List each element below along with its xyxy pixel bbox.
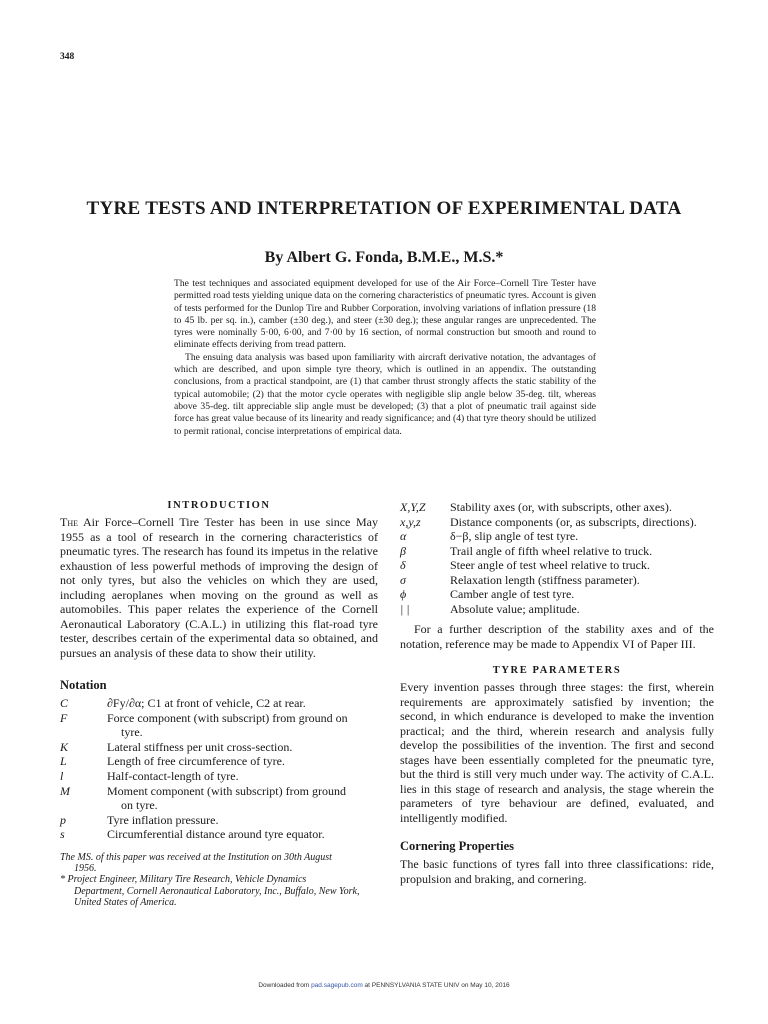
download-prefix: Downloaded from xyxy=(258,982,312,989)
notation-desc: Half-contact-length of tyre. xyxy=(107,768,239,783)
notation-item xyxy=(60,769,378,784)
introduction-text xyxy=(60,515,378,660)
notation-symbol: M xyxy=(60,783,70,798)
notation-symbol: K xyxy=(60,739,69,754)
notation-desc: Absolute value; amplitude. xyxy=(450,601,580,616)
notation-desc xyxy=(107,711,378,740)
notation-desc-cont: on tyre. xyxy=(121,798,158,813)
notation-item xyxy=(60,754,378,769)
notation-item xyxy=(60,696,378,711)
notation-desc xyxy=(107,784,378,813)
notation-symbol: ϕ xyxy=(400,587,407,601)
download-notice xyxy=(0,982,768,989)
tyre-parameters-heading: TYRE PARAMETERS xyxy=(492,665,622,676)
notation-symbol: β xyxy=(400,543,406,558)
notation-item xyxy=(60,813,378,828)
notation-symbol: l xyxy=(60,768,64,783)
notation-list xyxy=(60,696,378,842)
notation-item xyxy=(60,827,378,842)
right-column xyxy=(400,500,714,886)
notation-item xyxy=(60,740,378,755)
notation-item xyxy=(400,602,714,617)
notation-symbol: α xyxy=(400,529,407,543)
footnote-received-year: 1956. xyxy=(74,863,97,875)
notation-desc-main: Force component (with subscript) from ground on xyxy=(107,710,348,725)
notation-item xyxy=(400,544,714,559)
paper-title: TYRE TESTS AND INTERPRETATION OF EXPERIMENTAL DATA xyxy=(86,198,682,219)
notation-further-text: For a further description of the stability axes and of the notation, reference may be made to Appendix VI of Paper III. xyxy=(400,622,714,651)
notation-item xyxy=(400,587,714,602)
notation-symbol: L xyxy=(60,754,67,769)
notation-symbol: δ xyxy=(400,558,406,572)
notation-symbol: p xyxy=(60,812,66,827)
notation-desc: Relaxation length (stiffness parameter). xyxy=(450,572,640,587)
notation-desc: Trail angle of fifth wheel relative to truck. xyxy=(450,543,653,558)
notation-symbol: X,Y,Z xyxy=(400,500,426,514)
footnote xyxy=(60,852,378,908)
page-number: 348 xyxy=(60,52,75,62)
tyre-parameters-text: Every invention passes through three stages: the first, wherein requirements are approximately satisfied by invention; the second, in which endurance is developed to make the invention practical; and the third, wherein research and analysis fully develop the possibilities of the invention. The first and second stages have been essentially completed for the pneumatic tyre, but the third is still very much under way. The activity of C.A.L. lies in this stage of research and analysis, the stage wherein the parameters of tyre behaviour are defined, evaluated, and intelligently modified. xyxy=(400,680,714,825)
footnote-author-cont: Department, Cornell Aeronautical Laboratory, Inc., Buffalo, New York, United States of America. xyxy=(74,885,360,908)
notation-list-continued xyxy=(400,500,714,616)
notation-desc: δ−β, slip angle of test tyre. xyxy=(450,529,579,543)
abstract-paragraph-1: The test techniques and associated equipment developed for use of the Air Force–Cornell Tire Tester have permitted road tests yielding unique data on the cornering characteristics of pneumatic tyres. Account is given of tests performed for the Dunlop Tire and Rubber Corporation, involving variations of inflation pressure (18 to 45 lb. per sq. in.), camber (±30 deg.), and steer (±30 deg.); these angular ranges are unprecedented. The tyres were nominally 5·00, 6·00, and 7·00 by 16 section, of normal construction but smooth and round to eliminate effects deriving from tread pattern. xyxy=(174,278,596,351)
notation-desc: Camber angle of test tyre. xyxy=(450,587,575,601)
notation-desc: ∂Fy/∂α; C1 at front of vehicle, C2 at rear. xyxy=(107,696,306,710)
notation-desc: Length of free circumference of tyre. xyxy=(107,754,285,769)
introduction-body: Air Force–Cornell Tire Tester has been in use since May 1955 as a tool of research in the cornering characteristics of pneumatic tyres. The research has found its impetus in the relative exhaustion of less powerful methods of improving the design of not only tyres, but also the vehicles on which they are used, including aeroplanes when moving on the ground as well as automobiles. This paper relates the experience of the Cornell Aeronautical Laboratory (C.A.L.) in utilizing this flat-road tyre tester, describes certain of the experimental data so obtained, and pursues an analysis of these data to show their utility. xyxy=(60,515,379,660)
notation-desc: Stability axes (or, with subscripts, other axes). xyxy=(450,500,672,514)
notation-item xyxy=(60,784,378,813)
notation-item xyxy=(400,529,714,544)
notation-desc: Distance components (or, as subscripts, directions). xyxy=(450,514,697,529)
notation-heading: Notation xyxy=(60,678,107,692)
notation-desc-main: Moment component (with subscript) from ground xyxy=(107,783,346,798)
notation-desc-cont: tyre. xyxy=(121,725,143,740)
notation-symbol: x,y,z xyxy=(400,514,421,529)
notation-desc: Tyre inflation pressure. xyxy=(107,812,219,827)
author-byline: By Albert G. Fonda, B.M.E., M.S.* xyxy=(264,249,504,266)
abstract-paragraph-2: The ensuing data analysis was based upon familiarity with aircraft derivative notation, the advantages of which are described, and upon simple tyre theory, which is outlined in an appendix. The outstanding conclusions, from a practical standpoint, are (1) that camber thrust strongly affects the static stability of the typical automobile; (2) that the motor cycle operates with negligible slip angle below 35-deg. tilt, whereas above 35-deg. tilt appreciable slip angle must be developed; (3) that a plot of pneumatic trail against side force has great value because of its linearity and ready significance; and (4) that tyre theory should be utilized to permit rational, concise interpretations of empirical data. xyxy=(174,351,596,437)
notation-symbol: | | xyxy=(400,601,410,616)
notation-item xyxy=(400,500,714,515)
notation-symbol: F xyxy=(60,710,68,725)
cornering-properties-text: The basic functions of tyres fall into three classifications: ride, propulsion and braking, and cornering. xyxy=(400,857,714,886)
notation-item xyxy=(400,573,714,588)
left-column xyxy=(60,500,378,908)
abstract xyxy=(174,278,596,438)
download-link[interactable]: pad.sagepub.com xyxy=(311,982,363,989)
notation-desc: Lateral stiffness per unit cross-section. xyxy=(107,739,293,754)
introduction-heading: INTRODUCTION xyxy=(167,500,271,511)
notation-symbol: s xyxy=(60,827,65,842)
notation-symbol: C xyxy=(60,696,69,710)
introduction-lead: The xyxy=(60,515,78,529)
footnote-author: * Project Engineer, Military Tire Research, Vehicle Dynamics xyxy=(60,874,307,886)
notation-item xyxy=(400,558,714,573)
footnote-received: The MS. of this paper was received at the Institution on 30th August xyxy=(60,851,332,863)
notation-item xyxy=(60,711,378,740)
cornering-properties-heading: Cornering Properties xyxy=(400,839,514,853)
notation-item xyxy=(400,515,714,530)
notation-desc: Circumferential distance around tyre equator. xyxy=(107,827,325,842)
notation-symbol: σ xyxy=(400,572,406,587)
notation-desc: Steer angle of test wheel relative to truck. xyxy=(450,558,650,572)
download-suffix: at PENNSYLVANIA STATE UNIV on May 10, 2016 xyxy=(362,982,510,989)
